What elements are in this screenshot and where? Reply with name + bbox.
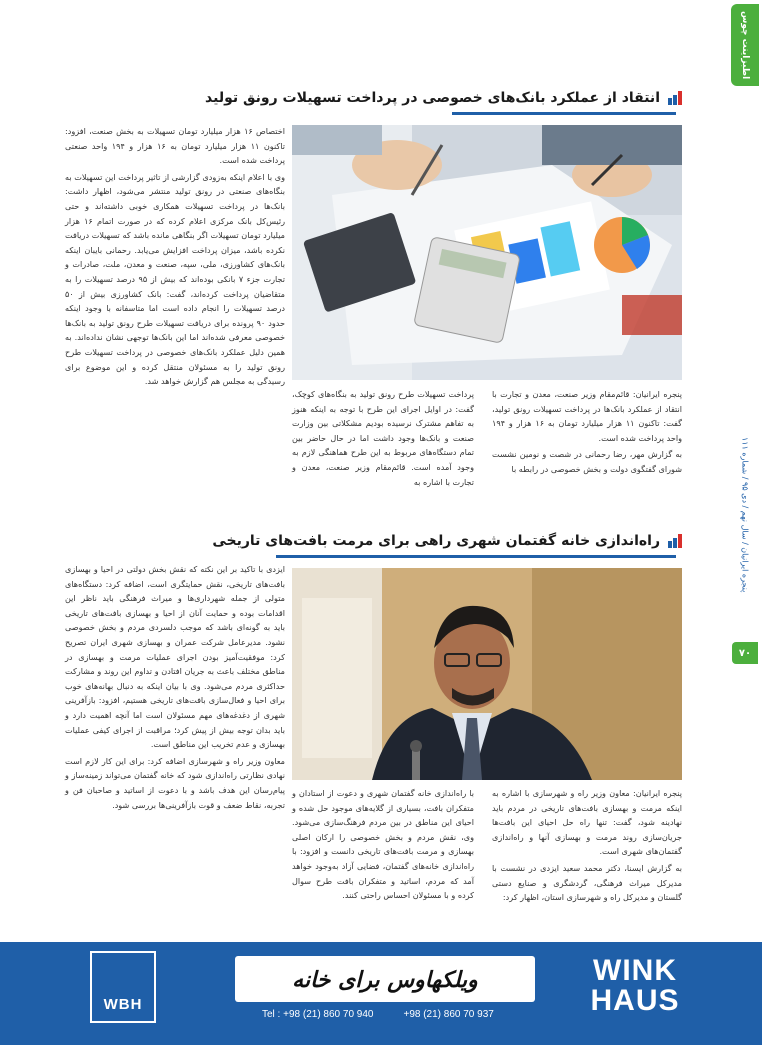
paragraph: اختصاص ۱۶ هزار میلیارد تومان تسهیلات به بخش صنعت، افزود: تاکنون ۱۱ هزار میلیارد تومان به ۱۶ هزار و ۱۹۴ واحد صنعتی پرداخت شده است.	[65, 126, 286, 166]
article2-photo	[292, 568, 682, 780]
paragraph: وی با اعلام اینکه به‌زودی گزارشی از تاثیر پرداخت این تسهیلات به بنگاه‌های صنعتی در رونق تولید منتشر می‌شود، اظهار داشت: بانک‌ها در پرداخت تسهیلات همکاری خوبی داشته‌اند و حتی رئیس‌کل بانک مرکزی اعلام کرده که در صورت اتمام ۱۶ هزار میلیارد تومان تسهیلات اگر بنگاهی مانده باشد که تسهیلات دریافت نکرده باشد، میزان پرداخت افزایش می‌یابد. رحمانی بایبان اینکه بانک‌های کشاورزی، ملی، سپه، صنعت و معدن، ملت، صادرات و تجارت جزء ۷ بانکی بوده‌اند که بیش از ۹۵ درصد تسهیلات را به متقاضیان پرداخت کرده‌اند، گفت: بانک کشاورزی بیش از ۵۰ درصد تسهیلات را انجام داده است اما متاسفانه با وجود اینکه حدود ۹۰ پرونده برای دریافت تسهیلات طرح رونق تولید به بانک‌ها خصوصی معرفی شده‌اند اما این بانک‌ها توجهی نشان نداده‌اند. به همین دلیل عملکرد بانک‌های خصوصی در پرداخت تسهیلات طرح رونق تولید را به مسئولان منتقل کرده و این موضوع برای رسیدگی به مجلس هم گزارش خواهد شد.	[65, 171, 285, 387]
headline-underline	[276, 555, 676, 558]
article1-col-mid	[292, 387, 474, 491]
ad-phones	[262, 1009, 502, 1020]
ad-slogan: ویلکهاوس برای خانه	[292, 967, 478, 993]
phone-1: Tel : +98 (21) 860 70 940	[262, 1009, 374, 1020]
winkhaus-logo-line2: HAUS	[590, 984, 680, 1017]
section-tab	[731, 4, 759, 86]
article1-col-right	[492, 387, 682, 479]
paragraph: با راه‌اندازی خانه گفتمان شهری و دعوت از استادان و متفکران بافت، بسیاری از گلایه‌های موجود حل شده و احیای این مناطق در بین مردم فرهنگ‌سازی می‌شود. وی، نقش مردم و بخش خصوصی را ارکان اصلی بهسازی و مرمت بافت‌های تاریخی دانست و افزود: با راه‌اندازی خانه‌های گفتمان، فضایی آزاد به‌وجود خواهد آمد که مردم، اساتید و متفکران بافت طرح سوال کرده و با مسئولان احساس راحتی کنند.	[292, 788, 474, 901]
wbh-logo	[90, 951, 156, 1023]
headline-underline	[452, 112, 676, 115]
paragraph: پنجره ایرانیان: قائم‌مقام وزیر صنعت، معدن و تجارت با انتقاد از عملکرد بانک‌ها در پرداخت تسهیلات رونق تولید، گفت: تاکنون ۱۱ هزار میلیارد تومان به ۱۶ هزار و ۱۹۴ واحد پرداخت شده است.	[492, 389, 682, 443]
article1-photo	[292, 125, 682, 380]
wbh-logo-text: WBH	[103, 996, 143, 1013]
article2-title: راه‌اندازی خانه گفتمان شهری راهی برای مرمت بافت‌های تاریخی	[212, 533, 660, 549]
article1-headline	[205, 90, 682, 106]
article2-headline	[212, 533, 682, 549]
bar-chart-icon	[666, 91, 682, 105]
paragraph: پنجره ایرانیان: معاون وزیر راه و شهرسازی با اشاره به اینکه مرمت و بهسازی بافت‌های تاریخی در مردم باید نهادینه شود، گفت: تنها راه حل احیای این بافت‌ها جریان‌سازی روند مرمت و بهسازی آنها و راه‌اندازی گفتمان‌های شهری است.	[492, 788, 682, 857]
section-tab-label: اطبزاینت چوس	[740, 10, 750, 80]
issue-line	[736, 370, 754, 660]
paragraph: پرداخت تسهیلات طرح رونق تولید به بنگاه‌های کوچک، گفت: در اوایل اجرای این طرح با توجه به اینکه هنوز به تفاهم مشترک نرسیده بودیم مشکلاتی بین وزارت صنعت و بانک‌ها وجود داشت اما در حال حاضر بین تمام دستگاه‌های مربوط به این طرح هماهنگی لازم به وجود آمده است. قائم‌مقام وزیر صنعت، معدن و تجارت با اشاره به	[292, 389, 474, 487]
page-number: ۷۰	[732, 642, 758, 664]
article2-col-mid	[292, 786, 474, 905]
paragraph: به گزارش ایسنا، دکتر محمد سعید ایزدی در نشست با مدیرکل میراث فرهنگی، گردشگری و صنایع دستی گلستان و مدیرکل راه و شهرسازی استان، اظهار کرد:	[492, 862, 682, 903]
issue-line-text: پنجره ایرانیان / سال نهم / دی ۹۵ / شماره ۱۱۱	[740, 437, 750, 593]
winkhaus-logo-line1: WINK	[593, 954, 677, 987]
article2-col-right	[492, 786, 682, 907]
phone-2: +98 (21) 860 70 937	[403, 1009, 494, 1020]
article1-title: انتقاد از عملکرد بانک‌های خصوصی در پرداخت تسهیلات رونق تولید	[205, 90, 660, 106]
paragraph: معاون وزیر راه و شهرسازی اضافه کرد: برای این کار لازم است نهادی نظارتی راه‌اندازی شود که خانه گفتمان می‌تواند زمینه‌ساز و پیام‌رسان این هدف باشد و با دعوت از اساتید و صاحبان فن و تجربه، نقاط ضعف و قوت بازآفرینی‌ها بررسی شود.	[65, 755, 285, 810]
paragraph: به گزارش مهر، رضا رحمانی در شصت و نومین نشست شورای گفتگوی دولت و بخش خصوصی در رابطه با	[492, 449, 682, 474]
paragraph: ایزدی با تاکید بر این نکته که نقش بخش دولتی در احیا و بهسازی بافت‌های تاریخی، نقش حمایتگری است، اضافه کرد: دستگاه‌های متولی از جمله شهرداری‌ها و میراث فرهنگی باید ناظر این اقدامات بوده و حمایت آنان از احیا و بهسازی بافت‌های تاریخی باید به گونه‌ای باشد که موجب دلسردی مردم و بخش خصوصی نشود. مدیرعامل شرکت عمران و بهسازی شهری ایران تصریح کرد: موفقیت‌آمیز بودن اجرای عملیات مرمت و بهسازی در مناطق مختلف باعث به جریان افتادن و تداوم این روند و مشارکت حداکثری مردم می‌شود. وی با بیان اینکه به دنبال بهانه‌های خوب برای احیا و فعال‌سازی بافت‌های تاریخی هستیم، افزود: بازآفرینی شهری از دغدغه‌های مهم مسئولان است اما آنچه اهمیت دارد و باید بدان توجه بیش از پیش کرد؛ مراقبت از اجرای کیفی عملیات بهسازی و عدم تخریب این مناطق است.	[65, 564, 285, 750]
winkhaus-logo	[590, 956, 680, 1022]
article1-col-left	[65, 124, 285, 391]
article2-col-left	[65, 562, 285, 814]
side-strip	[728, 0, 762, 1045]
bar-chart-icon	[666, 534, 682, 548]
